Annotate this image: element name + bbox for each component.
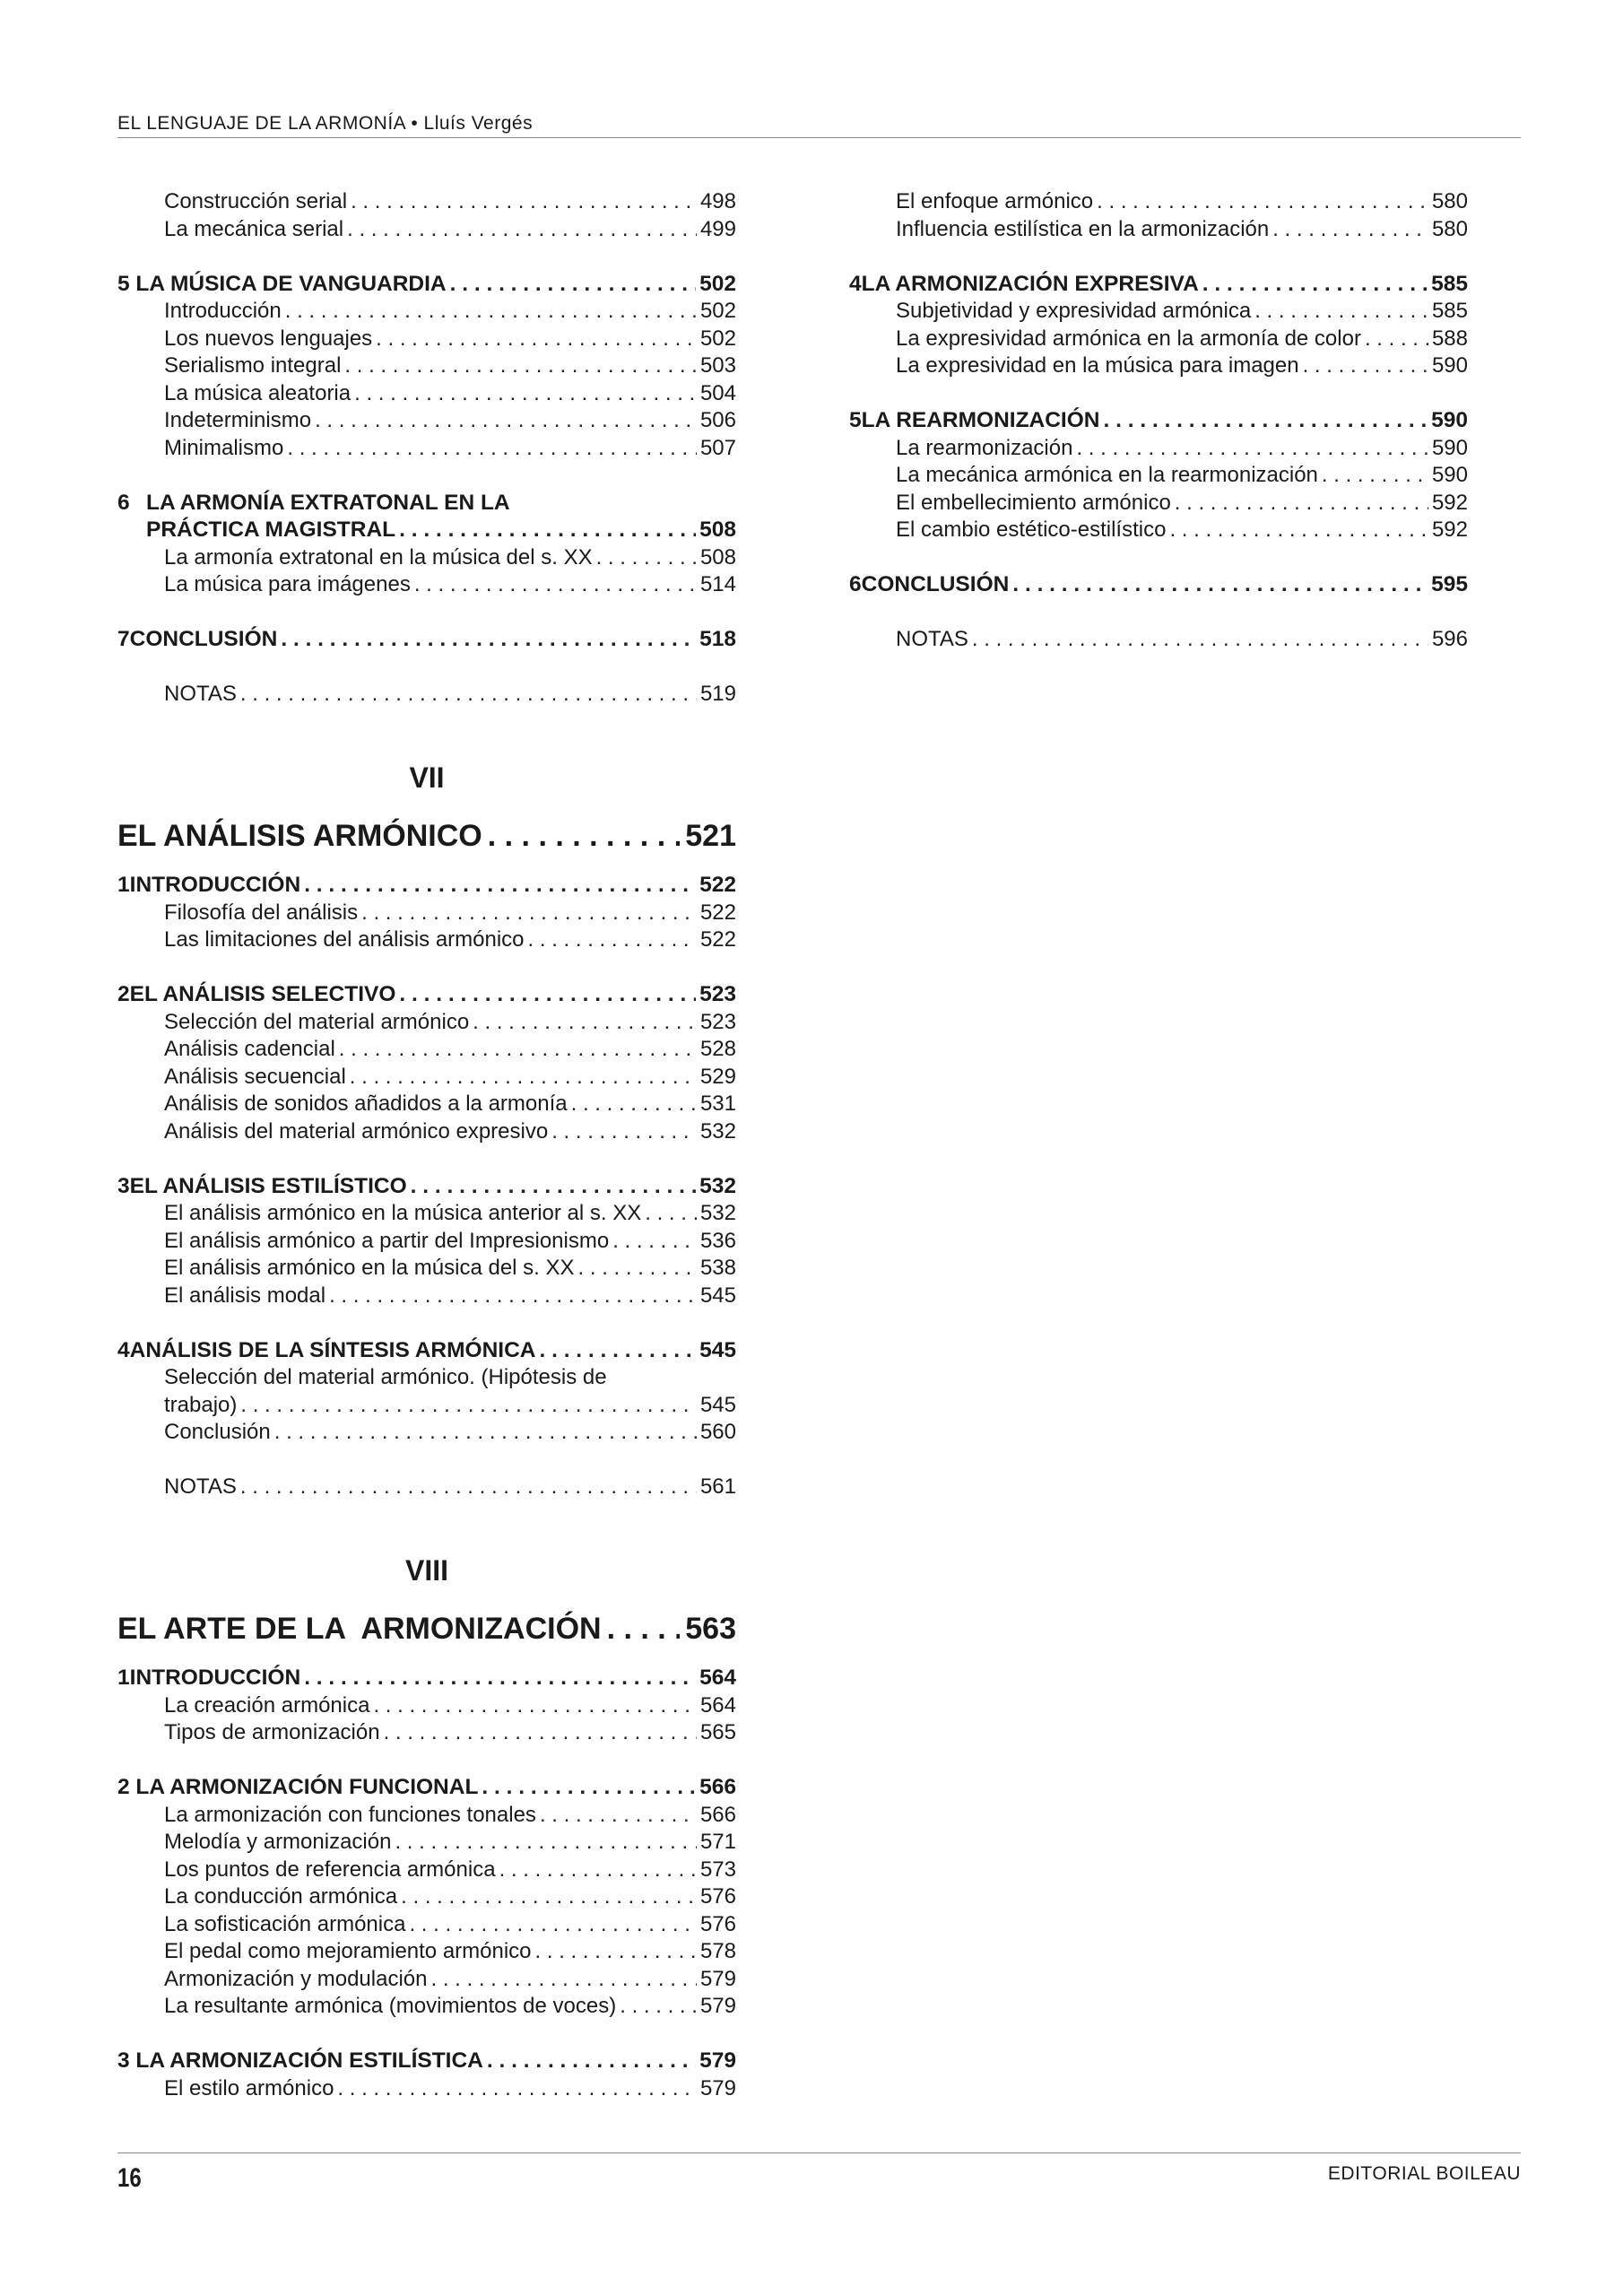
toc-entry[interactable]: El análisis modal . . . 545 xyxy=(117,1283,736,1310)
toc-entry[interactable]: El pedal como mejoramiento armónico . . . 578 xyxy=(117,1938,736,1966)
toc-entry[interactable]: Construcción serial . . . 498 xyxy=(117,188,736,216)
toc-entry[interactable]: Minimalismo . . . 507 xyxy=(117,435,736,463)
toc-entry[interactable]: Serialismo integral . . . 503 xyxy=(117,352,736,380)
toc-notas xyxy=(849,626,1468,654)
toc-notas xyxy=(117,1474,736,1501)
toc-entry[interactable]: La música aleatoria . . . 504 xyxy=(117,380,736,408)
toc-entry[interactable]: Filosofía del análisis . . . 522 xyxy=(117,900,736,927)
toc-entry[interactable]: La armonía extratonal en la música del s. XX . . . 508 xyxy=(117,544,736,572)
toc-section-conclusion xyxy=(849,571,1468,599)
toc-entry[interactable]: La mecánica serial . . . 499 xyxy=(117,216,736,244)
toc-section xyxy=(117,872,736,954)
toc-section-conclusion xyxy=(117,626,736,654)
toc-section-heading[interactable]: 6 LA ARMONÍA EXTRATONAL EN LA xyxy=(117,490,510,515)
toc-entry[interactable]: El enfoque armónico . . . 580 xyxy=(849,188,1468,216)
toc-entry[interactable]: Selección del material armónico . . . 523 xyxy=(117,1009,736,1037)
toc-entry[interactable]: El análisis armónico en la música anterior al s. XX . . . 532 xyxy=(117,1200,736,1228)
toc-section-heading[interactable]: 6 CONCLUSIÓN . . . 595 xyxy=(849,571,1468,599)
toc-notas xyxy=(117,681,736,709)
toc-left-column xyxy=(117,188,736,2102)
part-title[interactable]: EL ARTE DE LA ARMONIZACIÓN . . . 563 xyxy=(117,1611,736,1647)
page-number: 16 xyxy=(117,2163,142,2193)
toc-section xyxy=(117,981,736,1145)
toc-entry-wrapped[interactable]: Selección del material armónico. (Hipótesis de xyxy=(164,1365,607,1389)
toc-entry[interactable]: NOTAS . . . 596 xyxy=(849,626,1468,654)
toc-entry[interactable]: Tipos de armonización . . . 565 xyxy=(117,1719,736,1747)
toc-entry[interactable]: NOTAS . . . 519 xyxy=(117,681,736,709)
part-title[interactable]: EL ANÁLISIS ARMÓNICO . . . 521 xyxy=(117,818,736,854)
toc-entry[interactable]: La expresividad en la música para imagen . . . 590 xyxy=(849,352,1468,380)
toc-entry[interactable]: Análisis cadencial . . . 528 xyxy=(117,1036,736,1064)
toc-section xyxy=(117,1173,736,1310)
toc-entry[interactable]: El análisis armónico en la música del s. XX . . . 538 xyxy=(117,1255,736,1283)
toc-entry[interactable]: NOTAS . . . 561 xyxy=(117,1474,736,1501)
toc-section-rearmonizacion xyxy=(849,407,1468,544)
toc-entry[interactable]: Influencia estilística en la armonización . . . 580 xyxy=(849,216,1468,244)
toc-entry[interactable]: trabajo) . . . 545 xyxy=(117,1392,736,1420)
toc-entry[interactable]: Análisis secuencial . . . 529 xyxy=(117,1064,736,1091)
toc-section-heading[interactable]: 2 LA ARMONIZACIÓN FUNCIONAL . . . 566 xyxy=(117,1774,736,1802)
toc-entry[interactable]: La resultante armónica (movimientos de voces) . . . 579 xyxy=(117,1993,736,2021)
toc-section xyxy=(117,1665,736,1747)
toc-section-expresiva xyxy=(849,271,1468,380)
toc-entry[interactable]: La mecánica armónica en la rearmonización . . . 590 xyxy=(849,462,1468,490)
toc-section-heading[interactable]: 4 ANÁLISIS DE LA SÍNTESIS ARMÓNICA . . . 545 xyxy=(117,1337,736,1365)
toc-section-heading[interactable]: 5 LA MÚSICA DE VANGUARDIA . . . 502 xyxy=(117,271,736,299)
toc-entry[interactable]: La creación armónica . . . 564 xyxy=(117,1692,736,1720)
toc-entry[interactable]: El cambio estético-estilístico . . . 592 xyxy=(849,517,1468,544)
toc-section-heading[interactable]: 2 EL ANÁLISIS SELECTIVO . . . 523 xyxy=(117,981,736,1009)
part-numeral: VII xyxy=(409,761,445,794)
toc-right-column xyxy=(849,188,1468,681)
toc-entry[interactable]: Análisis de sonidos añadidos a la armonía . . . 531 xyxy=(117,1091,736,1118)
toc-group-serial xyxy=(117,188,736,243)
toc-entry[interactable]: La armonización con funciones tonales . . . 566 xyxy=(117,1802,736,1830)
toc-entry[interactable]: El análisis armónico a partir del Impresionismo . . . 536 xyxy=(117,1228,736,1256)
toc-entry[interactable]: El embellecimiento armónico . . . 592 xyxy=(849,490,1468,517)
toc-section-heading[interactable]: 5 LA REARMONIZACIÓN . . . 590 xyxy=(849,407,1468,435)
toc-entry[interactable]: Introducción . . . 502 xyxy=(117,298,736,326)
toc-entry[interactable]: La expresividad armónica en la armonía de color . . . 588 xyxy=(849,326,1468,353)
toc-section-heading-continued[interactable]: PRÁCTICA MAGISTRAL . . . 508 xyxy=(117,517,736,544)
toc-entry[interactable]: Los nuevos lenguajes . . . 502 xyxy=(117,326,736,353)
toc-entry[interactable]: La conducción armónica . . . 576 xyxy=(117,1883,736,1911)
toc-entry[interactable]: Conclusión . . . 560 xyxy=(117,1419,736,1447)
toc-entry[interactable]: Subjetividad y expresividad armónica . . . 585 xyxy=(849,298,1468,326)
toc-entry[interactable]: Indeterminismo . . . 506 xyxy=(117,407,736,435)
toc-entry[interactable]: Los puntos de referencia armónica . . . 573 xyxy=(117,1857,736,1884)
toc-section-heading[interactable]: 7 CONCLUSIÓN . . . 518 xyxy=(117,626,736,654)
toc-entry[interactable]: Armonización y modulación . . . 579 xyxy=(117,1966,736,1994)
toc-section-heading[interactable]: 4 LA ARMONIZACIÓN EXPRESIVA . . . 585 xyxy=(849,271,1468,299)
toc-section-heading[interactable]: 3 LA ARMONIZACIÓN ESTILÍSTICA . . . 579 xyxy=(117,2048,736,2075)
toc-section-extratonal xyxy=(117,490,736,599)
header-rule xyxy=(117,137,1521,138)
toc-entry[interactable]: Las limitaciones del análisis armónico . . . 522 xyxy=(117,926,736,954)
toc-section xyxy=(117,1774,736,2021)
toc-section-heading[interactable]: 1 INTRODUCCIÓN . . . 522 xyxy=(117,872,736,900)
toc-entry[interactable]: El estilo armónico . . . 579 xyxy=(117,2075,736,2103)
running-header xyxy=(117,113,1521,140)
toc-section xyxy=(117,2048,736,2102)
toc-entry[interactable]: La sofisticación armónica . . . 576 xyxy=(117,1911,736,1939)
toc-entry[interactable]: Melodía y armonización . . . 571 xyxy=(117,1829,736,1857)
toc-section-vanguardia xyxy=(117,271,736,463)
toc-section-heading[interactable]: 3 EL ANÁLISIS ESTILÍSTICO . . . 532 xyxy=(117,1173,736,1201)
footer-rule xyxy=(117,2152,1521,2153)
toc-entry[interactable]: La música para imágenes . . . 514 xyxy=(117,571,736,599)
toc-entry[interactable]: La rearmonización . . . 590 xyxy=(849,435,1468,463)
toc-section xyxy=(117,1337,736,1447)
part-numeral: VIII xyxy=(404,1553,448,1587)
toc-group-estilistica xyxy=(849,188,1468,243)
toc-section-heading[interactable]: 1 INTRODUCCIÓN . . . 564 xyxy=(117,1665,736,1692)
publisher-name: EDITORIAL BOILEAU xyxy=(1327,2163,1521,2184)
toc-entry[interactable]: Análisis del material armónico expresivo . . . 532 xyxy=(117,1118,736,1146)
running-title: EL LENGUAJE DE LA ARMONÍA • Lluís Vergés xyxy=(117,113,534,134)
